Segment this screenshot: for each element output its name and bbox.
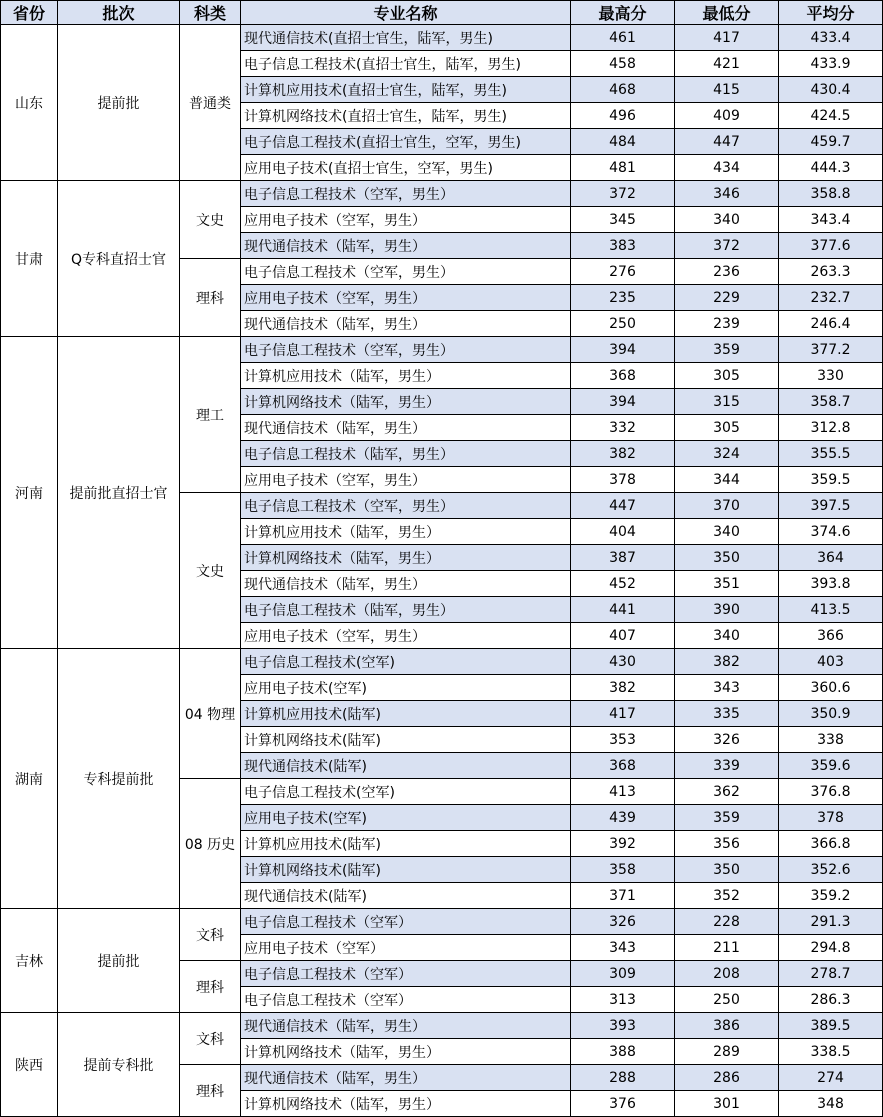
max-score-cell: 276 xyxy=(571,259,675,285)
max-score-cell: 417 xyxy=(571,701,675,727)
max-score-cell: 458 xyxy=(571,51,675,77)
major-cell: 应用电子技术（空军，男生） xyxy=(241,623,571,649)
major-cell: 现代通信技术(陆军) xyxy=(241,753,571,779)
avg-score-cell: 343.4 xyxy=(779,207,883,233)
avg-score-cell: 350.9 xyxy=(779,701,883,727)
min-score-cell: 301 xyxy=(675,1091,779,1117)
subject-cell: 文科 xyxy=(180,1013,241,1065)
major-cell: 计算机网络技术（陆军，男生） xyxy=(241,545,571,571)
province-cell: 河南 xyxy=(1,337,58,649)
min-score-cell: 315 xyxy=(675,389,779,415)
max-score-cell: 313 xyxy=(571,987,675,1013)
max-score-cell: 447 xyxy=(571,493,675,519)
major-cell: 应用电子技术(空军) xyxy=(241,805,571,831)
major-cell: 电子信息工程技术（空军，男生） xyxy=(241,181,571,207)
subject-cell: 理工 xyxy=(180,337,241,493)
subject-cell: 理科 xyxy=(180,1065,241,1117)
avg-score-cell: 378 xyxy=(779,805,883,831)
table-row xyxy=(1,25,883,51)
avg-score-cell: 263.3 xyxy=(779,259,883,285)
min-score-cell: 228 xyxy=(675,909,779,935)
avg-score-cell: 359.2 xyxy=(779,883,883,909)
max-score-cell: 250 xyxy=(571,311,675,337)
avg-score-cell: 444.3 xyxy=(779,155,883,181)
major-cell: 应用电子技术（空军） xyxy=(241,935,571,961)
max-score-cell: 383 xyxy=(571,233,675,259)
major-cell: 现代通信技术（陆军，男生） xyxy=(241,415,571,441)
batch-cell: Q专科直招士官 xyxy=(58,181,180,337)
min-score-cell: 390 xyxy=(675,597,779,623)
header-avg-score: 平均分 xyxy=(779,1,883,25)
max-score-cell: 378 xyxy=(571,467,675,493)
max-score-cell: 388 xyxy=(571,1039,675,1065)
min-score-cell: 434 xyxy=(675,155,779,181)
avg-score-cell: 433.9 xyxy=(779,51,883,77)
avg-score-cell: 352.6 xyxy=(779,857,883,883)
header-subject: 科类 xyxy=(180,1,241,25)
min-score-cell: 289 xyxy=(675,1039,779,1065)
avg-score-cell: 358.8 xyxy=(779,181,883,207)
header-max-score: 最高分 xyxy=(571,1,675,25)
min-score-cell: 305 xyxy=(675,415,779,441)
max-score-cell: 392 xyxy=(571,831,675,857)
major-cell: 计算机网络技术(直招士官生，陆军，男生) xyxy=(241,103,571,129)
table-row xyxy=(1,337,883,363)
header-min-score: 最低分 xyxy=(675,1,779,25)
major-cell: 计算机网络技术(陆军) xyxy=(241,857,571,883)
avg-score-cell: 374.6 xyxy=(779,519,883,545)
major-cell: 电子信息工程技术(空军) xyxy=(241,649,571,675)
max-score-cell: 343 xyxy=(571,935,675,961)
max-score-cell: 430 xyxy=(571,649,675,675)
max-score-cell: 394 xyxy=(571,389,675,415)
avg-score-cell: 364 xyxy=(779,545,883,571)
avg-score-cell: 376.8 xyxy=(779,779,883,805)
major-cell: 应用电子技术(直招士官生，空军，男生) xyxy=(241,155,571,181)
major-cell: 现代通信技术(直招士官生，陆军，男生) xyxy=(241,25,571,51)
max-score-cell: 353 xyxy=(571,727,675,753)
avg-score-cell: 360.6 xyxy=(779,675,883,701)
max-score-cell: 368 xyxy=(571,753,675,779)
min-score-cell: 417 xyxy=(675,25,779,51)
min-score-cell: 447 xyxy=(675,129,779,155)
max-score-cell: 382 xyxy=(571,675,675,701)
avg-score-cell: 291.3 xyxy=(779,909,883,935)
major-cell: 电子信息工程技术（空军，男生） xyxy=(241,259,571,285)
max-score-cell: 452 xyxy=(571,571,675,597)
avg-score-cell: 403 xyxy=(779,649,883,675)
avg-score-cell: 358.7 xyxy=(779,389,883,415)
max-score-cell: 288 xyxy=(571,1065,675,1091)
major-cell: 电子信息工程技术（空军，男生） xyxy=(241,493,571,519)
avg-score-cell: 366.8 xyxy=(779,831,883,857)
avg-score-cell: 286.3 xyxy=(779,987,883,1013)
max-score-cell: 461 xyxy=(571,25,675,51)
min-score-cell: 339 xyxy=(675,753,779,779)
max-score-cell: 441 xyxy=(571,597,675,623)
major-cell: 现代通信技术（陆军，男生） xyxy=(241,1065,571,1091)
avg-score-cell: 430.4 xyxy=(779,77,883,103)
max-score-cell: 382 xyxy=(571,441,675,467)
batch-cell: 提前批 xyxy=(58,909,180,1013)
subject-cell: 理科 xyxy=(180,259,241,337)
min-score-cell: 211 xyxy=(675,935,779,961)
major-cell: 电子信息工程技术（陆军，男生） xyxy=(241,441,571,467)
table-header xyxy=(1,1,883,25)
batch-cell: 专科提前批 xyxy=(58,649,180,909)
major-cell: 计算机应用技术(陆军) xyxy=(241,831,571,857)
min-score-cell: 340 xyxy=(675,623,779,649)
avg-score-cell: 359.5 xyxy=(779,467,883,493)
avg-score-cell: 459.7 xyxy=(779,129,883,155)
min-score-cell: 356 xyxy=(675,831,779,857)
province-cell: 陕西 xyxy=(1,1013,58,1117)
avg-score-cell: 338 xyxy=(779,727,883,753)
avg-score-cell: 348 xyxy=(779,1091,883,1117)
max-score-cell: 394 xyxy=(571,337,675,363)
major-cell: 计算机应用技术（陆军，男生） xyxy=(241,363,571,389)
avg-score-cell: 393.8 xyxy=(779,571,883,597)
major-cell: 现代通信技术（陆军，男生） xyxy=(241,233,571,259)
min-score-cell: 324 xyxy=(675,441,779,467)
min-score-cell: 415 xyxy=(675,77,779,103)
min-score-cell: 239 xyxy=(675,311,779,337)
subject-cell: 08 历史 xyxy=(180,779,241,909)
min-score-cell: 335 xyxy=(675,701,779,727)
min-score-cell: 351 xyxy=(675,571,779,597)
min-score-cell: 359 xyxy=(675,337,779,363)
avg-score-cell: 294.8 xyxy=(779,935,883,961)
min-score-cell: 352 xyxy=(675,883,779,909)
subject-cell: 文史 xyxy=(180,493,241,649)
min-score-cell: 350 xyxy=(675,857,779,883)
max-score-cell: 404 xyxy=(571,519,675,545)
major-cell: 现代通信技术（陆军，男生） xyxy=(241,571,571,597)
major-cell: 应用电子技术（空军，男生） xyxy=(241,285,571,311)
subject-cell: 文史 xyxy=(180,181,241,259)
major-cell: 现代通信技术（陆军，男生） xyxy=(241,311,571,337)
min-score-cell: 409 xyxy=(675,103,779,129)
min-score-cell: 208 xyxy=(675,961,779,987)
min-score-cell: 370 xyxy=(675,493,779,519)
subject-cell: 理科 xyxy=(180,961,241,1013)
avg-score-cell: 355.5 xyxy=(779,441,883,467)
table-row xyxy=(1,649,883,675)
avg-score-cell: 413.5 xyxy=(779,597,883,623)
avg-score-cell: 338.5 xyxy=(779,1039,883,1065)
major-cell: 应用电子技术（空军，男生） xyxy=(241,467,571,493)
max-score-cell: 413 xyxy=(571,779,675,805)
header-province: 省份 xyxy=(1,1,58,25)
min-score-cell: 250 xyxy=(675,987,779,1013)
major-cell: 计算机网络技术（陆军，男生） xyxy=(241,1039,571,1065)
min-score-cell: 344 xyxy=(675,467,779,493)
min-score-cell: 359 xyxy=(675,805,779,831)
batch-cell: 提前批直招士官 xyxy=(58,337,180,649)
max-score-cell: 481 xyxy=(571,155,675,181)
min-score-cell: 340 xyxy=(675,207,779,233)
major-cell: 计算机网络技术（陆军，男生） xyxy=(241,1091,571,1117)
max-score-cell: 393 xyxy=(571,1013,675,1039)
subject-cell: 04 物理 xyxy=(180,649,241,779)
min-score-cell: 350 xyxy=(675,545,779,571)
max-score-cell: 484 xyxy=(571,129,675,155)
major-cell: 计算机网络技术（陆军，男生） xyxy=(241,389,571,415)
major-cell: 电子信息工程技术（空军） xyxy=(241,909,571,935)
max-score-cell: 235 xyxy=(571,285,675,311)
avg-score-cell: 312.8 xyxy=(779,415,883,441)
table-body xyxy=(1,25,883,1117)
major-cell: 电子信息工程技术(空军) xyxy=(241,779,571,805)
min-score-cell: 382 xyxy=(675,649,779,675)
major-cell: 计算机应用技术(陆军) xyxy=(241,701,571,727)
min-score-cell: 346 xyxy=(675,181,779,207)
province-cell: 甘肃 xyxy=(1,181,58,337)
major-cell: 应用电子技术(空军) xyxy=(241,675,571,701)
min-score-cell: 362 xyxy=(675,779,779,805)
max-score-cell: 371 xyxy=(571,883,675,909)
min-score-cell: 372 xyxy=(675,233,779,259)
major-cell: 电子信息工程技术(直招士官生，陆军，男生) xyxy=(241,51,571,77)
avg-score-cell: 433.4 xyxy=(779,25,883,51)
avg-score-cell: 246.4 xyxy=(779,311,883,337)
max-score-cell: 309 xyxy=(571,961,675,987)
batch-cell: 提前批 xyxy=(58,25,180,181)
max-score-cell: 332 xyxy=(571,415,675,441)
major-cell: 电子信息工程技术(直招士官生，空军，男生) xyxy=(241,129,571,155)
avg-score-cell: 389.5 xyxy=(779,1013,883,1039)
min-score-cell: 286 xyxy=(675,1065,779,1091)
max-score-cell: 439 xyxy=(571,805,675,831)
province-cell: 山东 xyxy=(1,25,58,181)
max-score-cell: 376 xyxy=(571,1091,675,1117)
batch-cell: 提前专科批 xyxy=(58,1013,180,1117)
major-cell: 电子信息工程技术（空军，男生） xyxy=(241,337,571,363)
table-row xyxy=(1,181,883,207)
max-score-cell: 358 xyxy=(571,857,675,883)
max-score-cell: 372 xyxy=(571,181,675,207)
min-score-cell: 340 xyxy=(675,519,779,545)
max-score-cell: 468 xyxy=(571,77,675,103)
major-cell: 应用电子技术（空军，男生） xyxy=(241,207,571,233)
min-score-cell: 326 xyxy=(675,727,779,753)
max-score-cell: 345 xyxy=(571,207,675,233)
subject-cell: 文科 xyxy=(180,909,241,961)
major-cell: 电子信息工程技术（陆军，男生） xyxy=(241,597,571,623)
subject-cell: 普通类 xyxy=(180,25,241,181)
min-score-cell: 236 xyxy=(675,259,779,285)
avg-score-cell: 330 xyxy=(779,363,883,389)
table-row xyxy=(1,909,883,935)
major-cell: 电子信息工程技术（空军） xyxy=(241,987,571,1013)
header-batch: 批次 xyxy=(58,1,180,25)
min-score-cell: 229 xyxy=(675,285,779,311)
min-score-cell: 386 xyxy=(675,1013,779,1039)
major-cell: 电子信息工程技术（空军） xyxy=(241,961,571,987)
province-cell: 湖南 xyxy=(1,649,58,909)
table-row xyxy=(1,1013,883,1039)
avg-score-cell: 359.6 xyxy=(779,753,883,779)
max-score-cell: 368 xyxy=(571,363,675,389)
major-cell: 现代通信技术（陆军，男生） xyxy=(241,1013,571,1039)
major-cell: 计算机应用技术(直招士官生，陆军，男生) xyxy=(241,77,571,103)
avg-score-cell: 424.5 xyxy=(779,103,883,129)
header-major: 专业名称 xyxy=(241,1,571,25)
major-cell: 计算机应用技术（陆军，男生） xyxy=(241,519,571,545)
max-score-cell: 387 xyxy=(571,545,675,571)
min-score-cell: 421 xyxy=(675,51,779,77)
avg-score-cell: 366 xyxy=(779,623,883,649)
max-score-cell: 407 xyxy=(571,623,675,649)
avg-score-cell: 278.7 xyxy=(779,961,883,987)
province-cell: 吉林 xyxy=(1,909,58,1013)
max-score-cell: 326 xyxy=(571,909,675,935)
major-cell: 计算机网络技术(陆军) xyxy=(241,727,571,753)
avg-score-cell: 274 xyxy=(779,1065,883,1091)
min-score-cell: 305 xyxy=(675,363,779,389)
avg-score-cell: 397.5 xyxy=(779,493,883,519)
avg-score-cell: 377.2 xyxy=(779,337,883,363)
min-score-cell: 343 xyxy=(675,675,779,701)
major-cell: 现代通信技术(陆军) xyxy=(241,883,571,909)
avg-score-cell: 377.6 xyxy=(779,233,883,259)
max-score-cell: 496 xyxy=(571,103,675,129)
avg-score-cell: 232.7 xyxy=(779,285,883,311)
